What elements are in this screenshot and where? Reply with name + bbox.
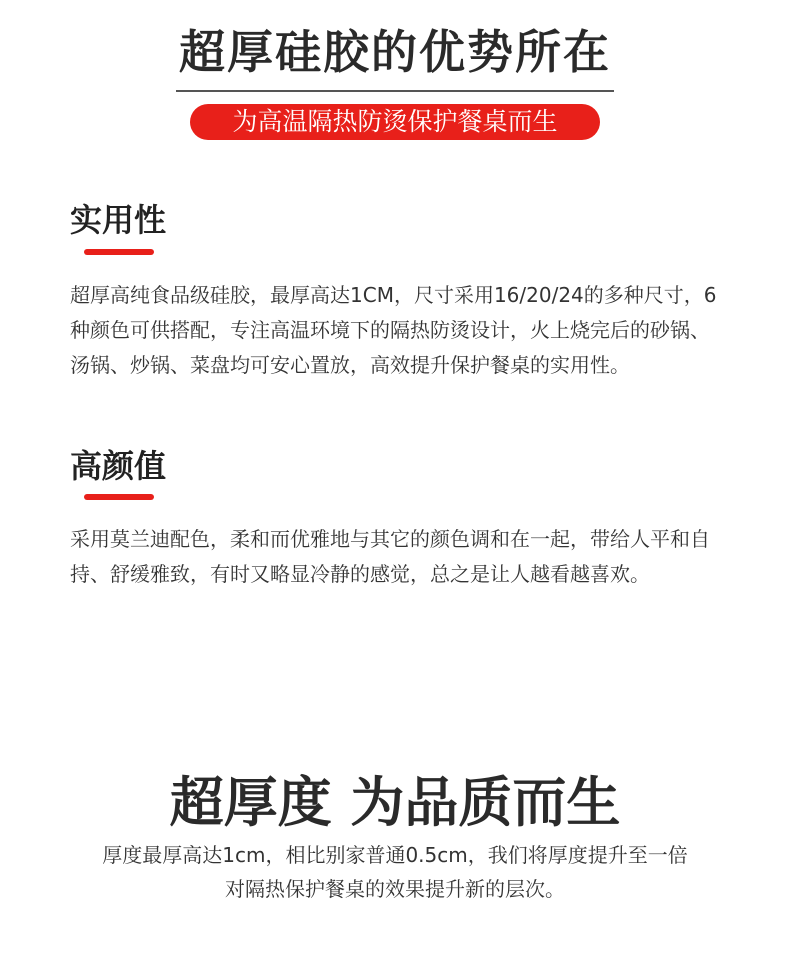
thickness-desc-line2: 对隔热保护餐桌的效果提升新的层次。: [225, 877, 565, 901]
section-body-appearance: 采用莫兰迪配色，柔和而优雅地与其它的颜色调和在一起，带给人平和自持、舒缓雅致，有时又略显冷静的感觉，总之是让人越看越喜欢。: [70, 527, 710, 586]
title-divider: [176, 90, 614, 92]
thickness-desc-line1: 厚度最厚高达1cm，相比别家普通0.5cm，我们将厚度提升至一倍: [102, 843, 688, 867]
section-heading-appearance: 高颜值: [70, 447, 167, 485]
thickness-title: 超厚度 为品质而生: [169, 771, 621, 834]
section-body-practicality: 超厚高纯食品级硅胶，最厚高达1CM，尺寸采用16/20/24的多种尺寸，6种颜色可供搭配，专注高温环境下的隔热防烫设计，火上烧完后的砂锅、汤锅、炒锅、菜盘均可安心置放，高效提升保护餐桌的实用性。: [70, 283, 717, 377]
section-underline-appearance: [84, 494, 154, 500]
section-heading-practicality: 实用性: [70, 201, 167, 239]
section-underline-practicality: [84, 249, 154, 255]
page-title: 超厚硅胶的优势所在: [179, 25, 611, 79]
subtitle-pill: 为高温隔热防烫保护餐桌而生: [190, 104, 600, 140]
